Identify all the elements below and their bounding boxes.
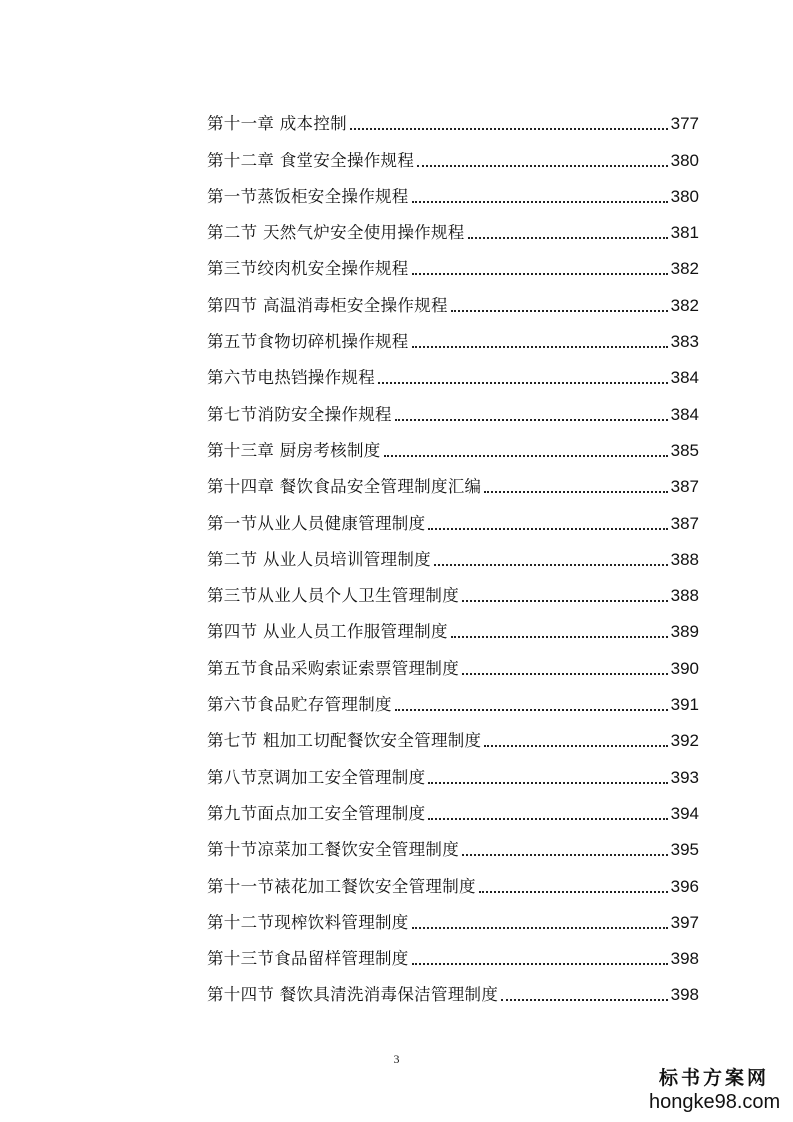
toc-entry-page: 396 (670, 876, 699, 896)
toc-entry-page: 397 (670, 912, 699, 932)
toc-entry[interactable] (207, 933, 699, 969)
toc-entry-title: 第八节烹调加工安全管理制度 (207, 767, 426, 787)
toc-dot-leader (412, 201, 668, 203)
toc-entry-title: 第四节 高温消毒柜安全操作规程 (207, 295, 448, 315)
toc-entry-title: 第六节电热铛操作规程 (207, 368, 375, 388)
toc-entry[interactable] (207, 98, 699, 134)
toc-entry-page: 382 (670, 259, 699, 279)
toc-entry-title: 第五节食物切碎机操作规程 (207, 332, 409, 352)
toc-dot-leader (384, 455, 668, 457)
toc-entry-page: 380 (670, 186, 699, 206)
toc-dot-leader (428, 818, 667, 820)
toc-entry-page: 385 (670, 440, 699, 460)
toc-entry-title: 第十一节裱花加工餐饮安全管理制度 (207, 876, 476, 896)
toc-entry[interactable] (207, 497, 699, 533)
toc-entry-title: 第十三章 厨房考核制度 (207, 440, 381, 460)
toc-dot-leader (501, 999, 667, 1001)
toc-dot-leader (412, 963, 668, 965)
toc-dot-leader (451, 310, 668, 312)
toc-dot-leader (412, 927, 668, 929)
toc-dot-leader (434, 564, 668, 566)
toc-entry-page: 389 (670, 622, 699, 642)
toc-entry-title: 第三节从业人员个人卫生管理制度 (207, 586, 459, 606)
toc-dot-leader (412, 346, 668, 348)
toc-entry-page: 384 (670, 368, 699, 388)
toc-dot-leader (350, 128, 668, 130)
toc-dot-leader (462, 673, 668, 675)
toc-entry-page: 383 (670, 332, 699, 352)
toc-entry-title: 第一节从业人员健康管理制度 (207, 513, 426, 533)
toc-entry-title: 第三节绞肉机安全操作规程 (207, 259, 409, 279)
toc-dot-leader (417, 165, 667, 167)
toc-dot-leader (451, 636, 668, 638)
toc-entry-title: 第十三节食品留样管理制度 (207, 949, 409, 969)
toc-entry-page: 391 (670, 695, 699, 715)
toc-entry[interactable] (207, 534, 699, 570)
toc-entry-title: 第七节 粗加工切配餐饮安全管理制度 (207, 731, 482, 751)
watermark-url: hongke98.com (649, 1091, 781, 1113)
toc-entry-title: 第一节蒸饭柜安全操作规程 (207, 186, 409, 206)
toc-entry-title: 第九节面点加工安全管理制度 (207, 803, 426, 823)
table-of-contents (207, 98, 699, 1005)
page-number: 3 (393, 1052, 400, 1066)
toc-entry-title: 第四节 从业人员工作服管理制度 (207, 622, 448, 642)
toc-entry[interactable] (207, 243, 699, 279)
toc-entry[interactable] (207, 824, 699, 860)
toc-dot-leader (468, 237, 668, 239)
toc-entry-title: 第十二节现榨饮料管理制度 (207, 912, 409, 932)
toc-dot-leader (479, 891, 668, 893)
toc-entry[interactable] (207, 570, 699, 606)
toc-entry[interactable] (207, 279, 699, 315)
toc-entry-page: 394 (670, 803, 699, 823)
toc-entry[interactable] (207, 316, 699, 352)
toc-entry[interactable] (207, 897, 699, 933)
watermark-site-name: 标书方案网 (658, 1067, 769, 1089)
toc-entry[interactable] (207, 134, 699, 170)
toc-entry-title: 第十四节 餐饮具清洗消毒保洁管理制度 (207, 985, 499, 1005)
toc-entry-page: 380 (670, 150, 699, 170)
toc-entry-title: 第二节 从业人员培训管理制度 (207, 549, 431, 569)
toc-entry[interactable] (207, 606, 699, 642)
toc-dot-leader (462, 854, 668, 856)
toc-entry-page: 398 (670, 985, 699, 1005)
toc-entry-title: 第十一章 成本控制 (207, 114, 347, 134)
toc-entry[interactable] (207, 461, 699, 497)
toc-entry[interactable] (207, 860, 699, 896)
toc-entry-page: 388 (670, 549, 699, 569)
toc-dot-leader (395, 709, 668, 711)
toc-entry[interactable] (207, 425, 699, 461)
toc-entry[interactable] (207, 788, 699, 824)
toc-entry-page: 392 (670, 731, 699, 751)
toc-entry[interactable] (207, 679, 699, 715)
toc-entry-title: 第二节 天然气炉安全使用操作规程 (207, 223, 465, 243)
toc-entry[interactable] (207, 388, 699, 424)
toc-dot-leader (378, 382, 668, 384)
toc-entry-title: 第六节食品贮存管理制度 (207, 695, 392, 715)
toc-dot-leader (428, 782, 667, 784)
toc-dot-leader (484, 745, 667, 747)
toc-entry-page: 387 (670, 513, 699, 533)
toc-entry-title: 第七节消防安全操作规程 (207, 404, 392, 424)
toc-entry-title: 第十四章 餐饮食品安全管理制度汇编 (207, 477, 482, 497)
toc-entry-title: 第十节凉菜加工餐饮安全管理制度 (207, 840, 459, 860)
toc-entry[interactable] (207, 642, 699, 678)
toc-entry-page: 388 (670, 586, 699, 606)
toc-entry-page: 395 (670, 840, 699, 860)
toc-dot-leader (428, 528, 667, 530)
toc-entry-page: 377 (670, 114, 699, 134)
toc-entry-title: 第五节食品采购索证索票管理制度 (207, 658, 459, 678)
toc-dot-leader (484, 491, 667, 493)
toc-entry-page: 398 (670, 949, 699, 969)
toc-entry[interactable] (207, 352, 699, 388)
toc-dot-leader (462, 600, 668, 602)
toc-dot-leader (412, 273, 668, 275)
toc-entry-page: 384 (670, 404, 699, 424)
toc-entry-page: 390 (670, 658, 699, 678)
toc-entry[interactable] (207, 969, 699, 1005)
toc-entry-page: 387 (670, 477, 699, 497)
toc-entry[interactable] (207, 171, 699, 207)
toc-entry[interactable] (207, 715, 699, 751)
toc-entry[interactable] (207, 207, 699, 243)
toc-entry[interactable] (207, 751, 699, 787)
watermark (649, 1066, 779, 1114)
toc-dot-leader (395, 419, 668, 421)
toc-entry-page: 393 (670, 767, 699, 787)
toc-entry-title: 第十二章 食堂安全操作规程 (207, 150, 415, 170)
toc-entry-page: 381 (670, 223, 699, 243)
toc-entry-page: 382 (670, 295, 699, 315)
